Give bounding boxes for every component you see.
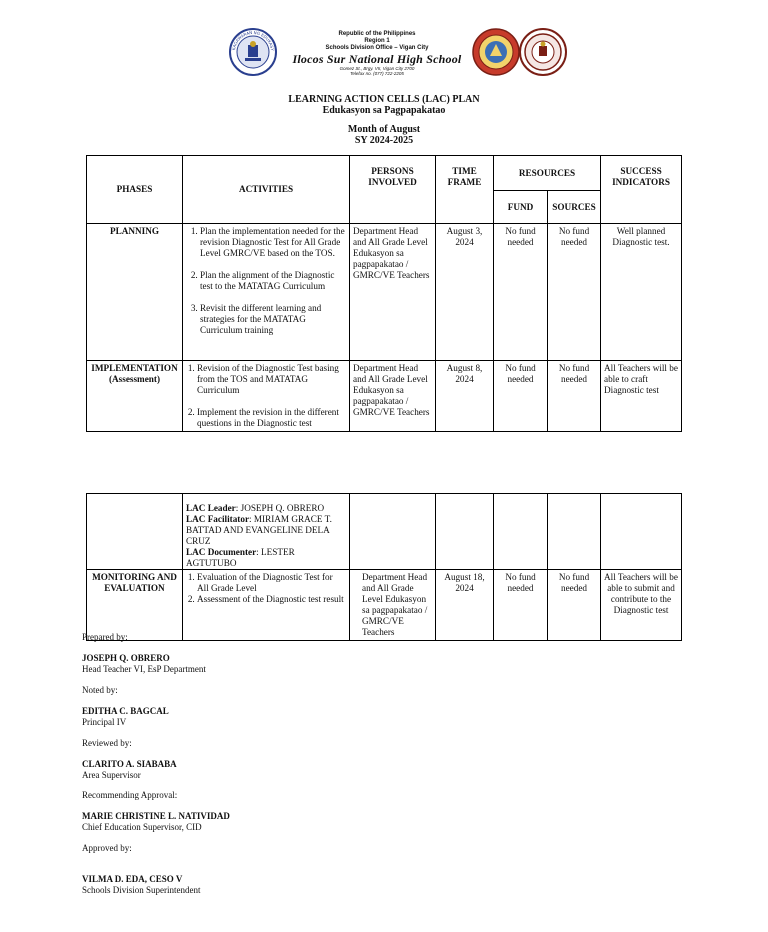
lac-leader-label: LAC Leader — [186, 503, 236, 513]
recommending-approval-title: Chief Education Supervisor, CID — [82, 821, 202, 832]
phase-implementation — [87, 361, 183, 432]
school-phone: Telefax no. (077) 722-2205 — [350, 71, 404, 76]
empty-cell — [350, 494, 436, 570]
fund-monitoring: No fund needed — [494, 570, 548, 641]
sources-implementation: No fund needed — [548, 361, 601, 432]
recommending-approval-block — [82, 811, 230, 832]
activities-implementation — [183, 361, 350, 432]
persons-planning: Department Head and All Grade Level Edukasyon sa pagpapakatao / GMRC/VE Teachers — [350, 224, 436, 361]
prepared-by-name: JOSEPH Q. OBRERO — [82, 653, 170, 663]
prepared-by-block — [82, 653, 206, 674]
reviewed-by-name: CLARITO A. SIABABA — [82, 759, 177, 769]
phase-planning: PLANNING — [87, 224, 183, 361]
time-monitoring: August 18, 2024 — [436, 570, 494, 641]
empty-cell — [436, 494, 494, 570]
lac-plan-table — [86, 155, 682, 432]
header-phases: PHASES — [87, 156, 183, 224]
activity-item: 2. Plan the alignment of the Diagnostic test to the MATATAG Curriculum — [200, 270, 346, 292]
activity-item: 1. Plan the implementation needed for the revision Diagnostic Test for All Grade Level GMRC/VE based on the TOS. — [200, 226, 346, 259]
sources-planning: No fund needed — [548, 224, 601, 361]
lac-documenter-name: : LESTER AGTUTUBO — [186, 547, 295, 568]
region-text: Region 1 — [364, 38, 390, 44]
activity-item: 1. Evaluation of the Diagnostic Test for All Grade Level — [197, 572, 346, 594]
header-fund: FUND — [494, 191, 548, 224]
plan-subject-line: Edukasyon sa Pagpapakatao — [322, 105, 446, 116]
recommending-approval-label: Recommending Approval: — [82, 790, 178, 800]
success-monitoring: All Teachers will be able to submit and contribute to the Diagnostic test — [601, 570, 682, 641]
approved-by-block — [82, 874, 201, 895]
school-address: Gomez St., Brgy. VII, Vigan City 2700 — [339, 66, 415, 71]
lac-facilitator-label: LAC Facilitator — [186, 514, 250, 524]
time-implementation: August 8, 2024 — [436, 361, 494, 432]
school-seal-logo — [472, 28, 520, 76]
svg-text:KAGAWARAN NG EDUKASYON: KAGAWARAN NG EDUKASY — [231, 29, 275, 51]
table-row-monitoring — [87, 570, 682, 641]
deped-seal-logo — [229, 28, 277, 76]
empty-cell — [548, 494, 601, 570]
header-persons: PERSONS INVOLVED — [350, 156, 436, 224]
activities-planning — [183, 224, 350, 361]
empty-cell — [601, 494, 682, 570]
persons-implementation: Department Head and All Grade Level Edukasyon sa pagpapakatao / GMRC/VE Teachers — [350, 361, 436, 432]
prepared-by-label: Prepared by: — [82, 632, 128, 642]
activity-item: 2. Implement the revision in the different questions in the Diagnostic test — [197, 407, 346, 429]
lac-documenter — [186, 547, 346, 569]
header-resources: RESOURCES — [494, 156, 601, 191]
approved-by-name: VILMA D. EDA, CESO V — [82, 874, 183, 884]
school-name: Ilocos Sur National High School — [292, 52, 462, 66]
table-row-implementation — [87, 361, 682, 432]
noted-by-block — [82, 706, 169, 727]
header-success: SUCCESS INDICATORS — [601, 156, 682, 224]
lac-leader — [186, 503, 346, 514]
empty-cell — [494, 494, 548, 570]
reviewed-by-label: Reviewed by: — [82, 738, 132, 748]
phase-implementation-label: IMPLEMENTATION — [91, 363, 178, 373]
phase-monitoring: MONITORING AND EVALUATION — [87, 570, 183, 641]
lac-facilitator — [186, 514, 346, 547]
success-planning: Well planned Diagnostic test. — [601, 224, 682, 361]
activities-monitoring — [183, 570, 350, 641]
approved-by-label: Approved by: — [82, 843, 132, 853]
noted-by-title: Principal IV — [82, 716, 127, 727]
lac-documenter-label: LAC Documenter — [186, 547, 257, 557]
approved-by-title: Schools Division Superintendent — [82, 884, 201, 895]
department-seal-logo — [519, 28, 567, 76]
header-sources: SOURCES — [548, 191, 601, 224]
activity-item: 2. Assessment of the Diagnostic test result — [197, 594, 346, 605]
success-implementation: All Teachers will be able to craft Diagnostic test — [601, 361, 682, 432]
time-planning: August 3, 2024 — [436, 224, 494, 361]
lac-leader-name: : JOSEPH Q. OBRERO — [235, 503, 325, 513]
noted-by-name: EDITHA C. BAGCAL — [82, 706, 169, 716]
reviewed-by-title: Area Supervisor — [82, 769, 141, 780]
fund-implementation: No fund needed — [494, 361, 548, 432]
recommending-approval-name: MARIE CHRISTINE L. NATIVIDAD — [82, 811, 230, 821]
header-activities: ACTIVITIES — [183, 156, 350, 224]
plan-period — [0, 124, 768, 146]
empty-cell — [87, 494, 183, 570]
table-row-lac-roles — [87, 494, 682, 570]
division-text: Schools Division Office – Vigan City — [325, 45, 429, 51]
persons-monitoring: Department Head and All Grade Level Edukasyon sa pagpapakatao / GMRC/VE Teachers — [350, 570, 436, 641]
activity-item: 3. Revisit the different learning and strategies for the MATATAG Curriculum training — [200, 303, 346, 336]
lac-roles-cell — [183, 494, 350, 570]
noted-by-label: Noted by: — [82, 685, 118, 695]
plan-title — [0, 94, 768, 116]
sources-monitoring: No fund needed — [548, 570, 601, 641]
phase-implementation-sub: (Assessment) — [108, 374, 161, 384]
header-time-frame: TIME FRAME — [436, 156, 494, 224]
lac-plan-table-continued — [86, 493, 682, 641]
plan-sy-line: SY 2024-2025 — [354, 135, 414, 146]
activity-item: 1. Revision of the Diagnostic Test basing from the TOS and MATATAG Curriculum — [197, 363, 346, 396]
lac-facilitator-name: : MIRIAM GRACE T. BATTAD AND EVANGELINE DELA CRUZ — [186, 514, 332, 546]
republic-text: Republic of the Philippines — [338, 31, 416, 37]
fund-planning: No fund needed — [494, 224, 548, 361]
reviewed-by-block — [82, 759, 177, 780]
plan-title-line: LEARNING ACTION CELLS (LAC) PLAN — [288, 94, 480, 105]
prepared-by-title: Head Teacher VI, EsP Department — [82, 663, 206, 674]
school-letterhead — [282, 31, 472, 76]
table-row-planning — [87, 224, 682, 361]
plan-month-line: Month of August — [347, 124, 421, 135]
